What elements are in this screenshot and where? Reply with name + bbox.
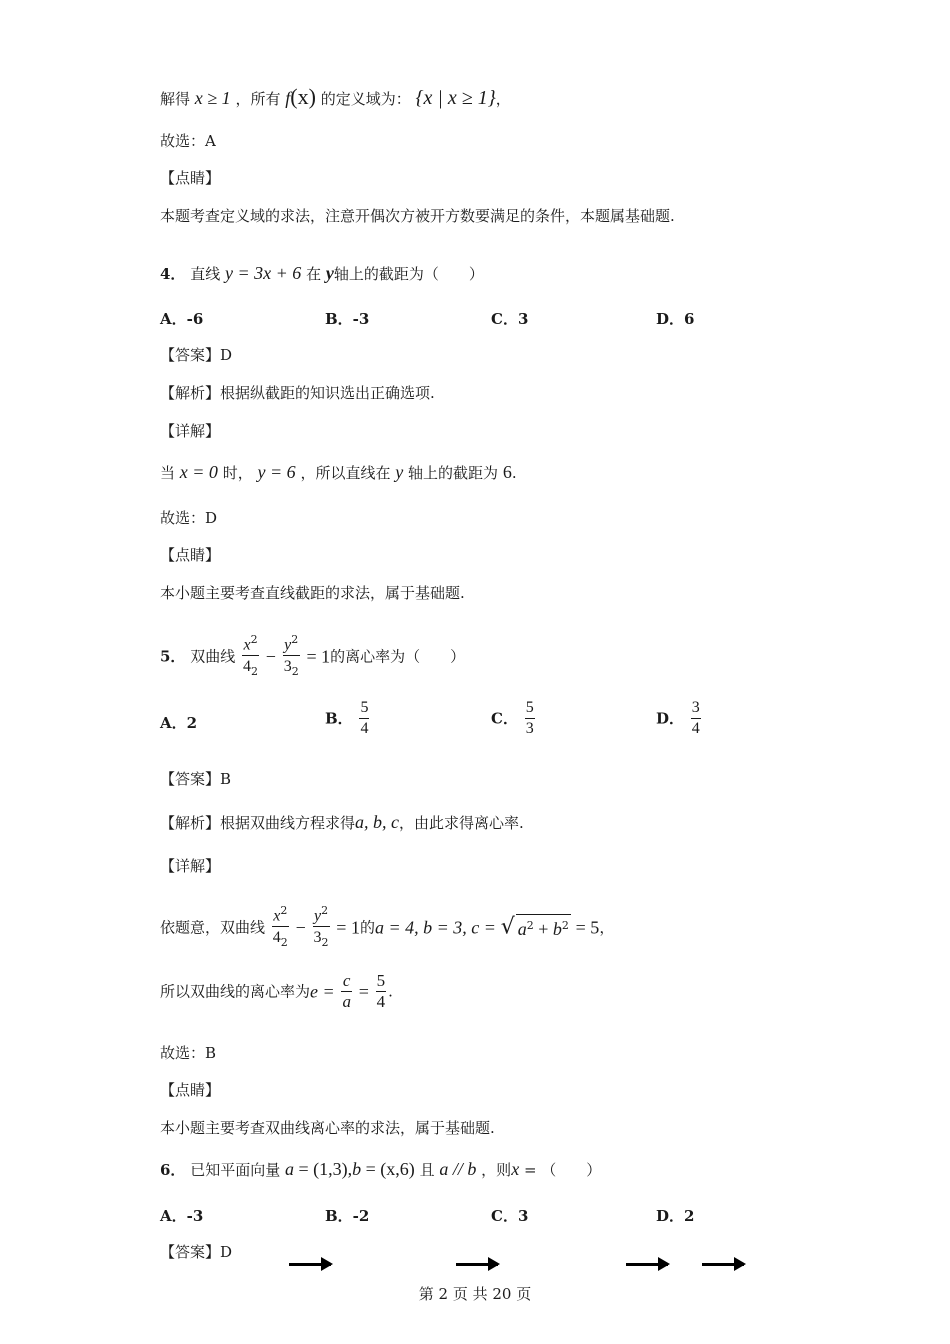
frac-denominator: 3 [525, 720, 534, 737]
text: 轴上的截距为（ ） [333, 265, 484, 283]
option-b [325, 698, 371, 739]
detail-line [160, 461, 517, 484]
math-expr: = (1,3), [294, 1159, 353, 1179]
text: 【解析】根据双曲线方程求得 [160, 814, 356, 832]
option-fraction [359, 698, 369, 739]
option-c [491, 698, 537, 739]
option-a: A．-6 [160, 310, 204, 328]
exponent: 2 [280, 936, 288, 950]
answer-line: 【答案】D [160, 1243, 233, 1261]
text: 直线 [190, 265, 221, 283]
question-number: 6． [160, 1161, 186, 1179]
text: 时， [222, 464, 253, 482]
frac-denominator: 3 [283, 658, 292, 676]
fraction-y2-over-3-2 [313, 901, 330, 954]
question-6 [160, 1158, 601, 1181]
option-a: A．2 [160, 714, 198, 732]
answer-line: 【答案】D [160, 346, 233, 364]
exponent: 2 [250, 633, 258, 646]
choose-line: 故选：B [160, 1044, 217, 1062]
sqrt-radicand [516, 914, 571, 941]
text: 当 [160, 464, 176, 482]
frac-numerator: 5 [376, 971, 386, 990]
text: ，由此求得离心率. [399, 814, 524, 832]
math-var: y [325, 263, 334, 283]
math-expr: = 1 [306, 646, 331, 667]
math-operator: − [265, 646, 276, 667]
question-number: 4． [160, 265, 186, 283]
fraction-c-over-a [341, 971, 352, 1012]
comment-text: 本小题主要考查双曲线离心率的求法，属于基础题. [160, 1119, 495, 1137]
math-expr: e = [310, 981, 335, 1002]
fraction-x2-over-4-2 [272, 901, 289, 954]
eccentricity-line [160, 971, 393, 1012]
text: 的离心率为（ ） [330, 647, 466, 666]
math-expr: = 5 [575, 917, 600, 938]
comment-text: 本题考查定义域的求法，注意开偶次方被开方数要满足的条件，本题属基础题. [160, 207, 675, 225]
text: . [388, 982, 393, 1001]
choose-line: 故选：A [160, 132, 216, 150]
math-function: f [285, 88, 291, 108]
math-var: a [517, 918, 527, 939]
frac-denominator: 3 [313, 929, 322, 947]
frac-denominator: 4 [272, 929, 281, 947]
math-condition: x ≥ 1 [194, 88, 231, 108]
math-var: y [395, 462, 404, 482]
option-b: B．-2 [325, 1207, 370, 1225]
frac-numerator: x [243, 636, 251, 654]
page-footer: 第 2 页 共 20 页 [418, 1285, 532, 1303]
frac-numerator: 3 [691, 698, 701, 719]
text: 在 [306, 265, 322, 283]
answer-line: 【答案】B [160, 770, 232, 788]
math-arg: (x) [290, 84, 316, 109]
vector-arrow-icon [702, 1263, 744, 1266]
option-d [656, 698, 703, 739]
math-expr: y = 6 [257, 462, 296, 482]
option-label: D． [656, 709, 685, 728]
text: 所以双曲线的离心率为 [160, 982, 311, 1001]
fraction-y2-over-3-2 [283, 630, 300, 683]
frac-denominator: a [342, 992, 351, 1011]
vector-arrow-icon [456, 1263, 498, 1266]
frac-numerator: x [273, 907, 281, 925]
option-d: D．2 [656, 1207, 695, 1225]
frac-numerator: c [342, 971, 351, 990]
analysis-line: 【解析】根据纵截距的知识选出正确选项. [160, 384, 435, 402]
option-d: D．6 [656, 310, 695, 328]
option-fraction [691, 698, 701, 739]
math-var: x [511, 1159, 520, 1179]
text: ， [599, 918, 615, 937]
math-equation: y = 3x + 6 [225, 263, 302, 283]
fraction-5-over-4 [376, 971, 387, 1012]
math-parallel: a // b [439, 1159, 477, 1179]
math-expr: = 1 [336, 917, 360, 938]
sqrt-symbol-icon: √ [500, 914, 515, 940]
exponent: 2 [561, 918, 569, 932]
question-5 [160, 630, 465, 683]
choose-line: 故选：D [160, 509, 218, 527]
vector-b: b [352, 1159, 362, 1179]
math-operator: + [533, 918, 553, 939]
exponent: 2 [291, 665, 299, 679]
exponent: 2 [251, 665, 259, 679]
exponent: 2 [291, 633, 299, 646]
comment-heading: 【点睛】 [160, 169, 221, 187]
text: 解得 [160, 90, 191, 108]
text: 的 [359, 918, 375, 937]
vector-arrow-icon [626, 1263, 668, 1266]
exponent: 2 [526, 918, 534, 932]
text: 已知平面向量 [190, 1161, 281, 1179]
option-b: B．-3 [325, 310, 370, 328]
detail-heading: 【详解】 [160, 422, 221, 440]
exponent: 2 [280, 904, 288, 917]
math-set: {x | x ≥ 1} [415, 87, 496, 109]
fraction-x2-over-4-2 [242, 630, 259, 683]
frac-denominator: 4 [376, 992, 386, 1011]
option-c: C．3 [491, 310, 529, 328]
text: 依题意，双曲线 [160, 918, 266, 937]
comment-text: 本小题主要考查直线截距的求法，属于基础题. [160, 584, 465, 602]
comment-heading: 【点睛】 [160, 546, 221, 564]
solution-line-domain [160, 86, 511, 110]
text: 轴上的截距为 [408, 464, 499, 482]
analysis-line [160, 811, 524, 834]
text: . [511, 464, 517, 482]
exponent: 2 [321, 936, 329, 950]
text: ，所以直线在 [300, 464, 391, 482]
detail-heading: 【详解】 [160, 857, 221, 875]
math-var: b [552, 918, 562, 939]
math-operator: = [358, 981, 369, 1002]
frac-denominator: 4 [360, 720, 369, 737]
math-expr: = (x,6) [361, 1159, 415, 1179]
option-label: C． [491, 709, 518, 728]
frac-denominator: 4 [243, 658, 252, 676]
text: ， [495, 90, 511, 108]
text: = （ ） [519, 1161, 602, 1179]
vector-arrow-icon [289, 1263, 331, 1266]
frac-numerator: y [284, 636, 292, 654]
option-fraction [525, 698, 535, 739]
text: 双曲线 [190, 647, 236, 666]
text: ，则 [481, 1161, 512, 1179]
text: ，所有 [235, 90, 281, 108]
math-values: a = 4, b = 3, c = [374, 917, 496, 938]
frac-numerator: 5 [359, 698, 369, 719]
math-operator: − [295, 917, 306, 938]
option-label: B． [325, 709, 353, 728]
comment-heading: 【点睛】 [160, 1081, 221, 1099]
option-c: C．3 [491, 1207, 529, 1225]
math-value: 6 [502, 462, 512, 482]
option-a: A．-3 [160, 1207, 204, 1225]
frac-denominator: 4 [691, 720, 700, 737]
vector-a: a [285, 1159, 295, 1179]
frac-numerator: 5 [525, 698, 535, 719]
math-vars: a, b, c [355, 812, 400, 832]
detail-line [160, 901, 614, 954]
math-expr: x = 0 [179, 462, 218, 482]
text: 的定义域为： [320, 90, 411, 108]
text: 且 [419, 1161, 435, 1179]
question-4 [160, 262, 484, 285]
frac-numerator: y [313, 907, 322, 925]
exponent: 2 [321, 904, 329, 917]
question-number: 5． [160, 647, 186, 666]
